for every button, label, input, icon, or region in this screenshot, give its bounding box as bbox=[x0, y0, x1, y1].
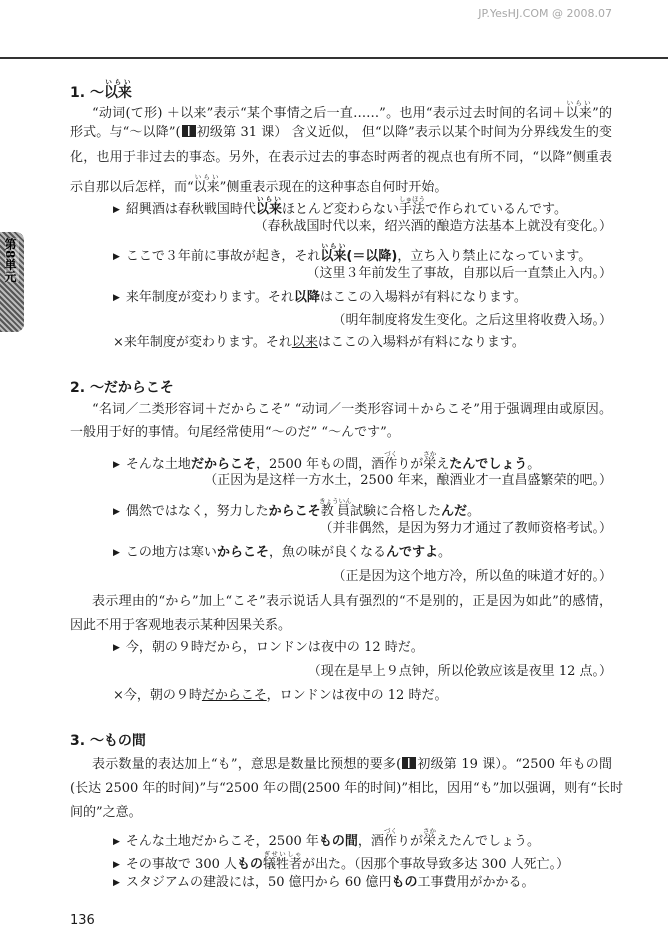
furigana: いらい bbox=[565, 99, 592, 107]
example-sentence bbox=[113, 827, 540, 851]
text-segment: 犠牲者 bbox=[263, 857, 303, 872]
text-segment: 表示数量的表达加上“も”，意思是数量比预想的要多( bbox=[92, 757, 402, 772]
bullet-icon: ▶ bbox=[113, 837, 120, 847]
text-segment: ，魚の味が良くなる bbox=[268, 545, 386, 560]
text-segment: ，2500 年もの間， bbox=[255, 457, 372, 472]
text-segment: たんでしょう bbox=[449, 457, 528, 472]
text-segment: で作られているんです。 bbox=[424, 202, 567, 217]
text-segment: え bbox=[436, 457, 450, 472]
text-segment: 工事費用がかかる。 bbox=[417, 875, 535, 890]
text-segment: ，立ち入り禁止になっています。 bbox=[397, 249, 592, 264]
furigana: いらい bbox=[193, 173, 220, 181]
furigana: さか bbox=[422, 827, 436, 835]
paragraph-line bbox=[70, 173, 612, 197]
text-segment: 今，朝の９時だから，ロンドンは夜中の 12 時だ。 bbox=[125, 640, 424, 655]
text-segment: そんな土地だからこそ，2500 年 bbox=[125, 834, 319, 849]
text-segment: り bbox=[397, 457, 411, 472]
header-rule bbox=[0, 57, 668, 59]
bullet-icon: ▶ bbox=[113, 643, 120, 653]
text-segment: だからこそ bbox=[201, 688, 267, 703]
text-segment: ここで３年前に事故が起き，それ bbox=[125, 249, 321, 264]
text-segment: 作 bbox=[383, 834, 397, 849]
bullet-icon: ▶ bbox=[113, 460, 120, 470]
text-segment: が出た。（因那个事故导致多达 300 人死亡。） bbox=[302, 857, 570, 872]
text-segment: 示自那以后怎样，而“ bbox=[70, 180, 194, 195]
bullet-icon: ▶ bbox=[113, 205, 120, 215]
text-segment: 酒 bbox=[371, 457, 385, 472]
text-segment: “动词(て形) ＋以来”表示“某个事情之后一直……”。也用“表示过去时间的名词＋ bbox=[92, 106, 566, 121]
text-segment: 作 bbox=[384, 457, 398, 472]
furigana: いらい bbox=[103, 78, 132, 86]
tilde: ～ bbox=[89, 85, 104, 101]
translation: （明年制度将发生变化。之后这里将收费入场。） bbox=[332, 313, 612, 328]
translation: （正因为是这样一方水土，2500 年来，酿酒业才一直昌盛繁荣的吧。） bbox=[204, 473, 612, 488]
text-segment: 試験に合格した bbox=[349, 504, 441, 519]
paragraph-line bbox=[92, 756, 612, 774]
translation: （正是因为这个地方冷，所以鱼的味道才好的。） bbox=[332, 569, 612, 584]
text-segment bbox=[320, 242, 347, 264]
text-segment: ～だからこそ bbox=[89, 380, 174, 396]
text-segment: ，ロンドンは夜中の 12 時だ。 bbox=[266, 688, 448, 703]
text-segment: ～もの間 bbox=[89, 733, 146, 749]
example-sentence bbox=[113, 850, 569, 874]
paragraph-line: 表示理由的“から”加上“こそ”表示说话人具有强烈的“不是别的，正是因为如此”的感情， bbox=[92, 594, 612, 609]
text-segment: 形式。与“～以降”( bbox=[70, 125, 181, 140]
example-sentence bbox=[113, 874, 535, 892]
text-segment: ×来年制度が変わります。それ bbox=[113, 335, 292, 350]
text-segment bbox=[398, 195, 425, 217]
furigana: さか bbox=[423, 450, 437, 458]
paragraph-line bbox=[92, 99, 612, 123]
text-segment bbox=[384, 450, 398, 472]
bullet-icon: ▶ bbox=[113, 878, 120, 888]
bullet-icon: ▶ bbox=[113, 860, 120, 870]
section-heading-2 bbox=[70, 379, 174, 397]
text-segment: 以来 bbox=[193, 180, 220, 195]
text-segment: 以来 bbox=[565, 106, 593, 121]
text-segment: ”侧重表示现在的这种事态自何时开始。 bbox=[219, 180, 448, 195]
section-heading-3 bbox=[70, 732, 146, 750]
text-segment: 以来 bbox=[103, 85, 132, 101]
text-segment: スタジアムの建設には，50 億円から 60 億円 bbox=[125, 875, 392, 890]
text-segment: 以来 bbox=[255, 202, 282, 217]
text-segment: 手法 bbox=[398, 202, 425, 217]
text-segment bbox=[263, 850, 303, 872]
text-segment: 初级第 19 课）。“2500 年もの間 bbox=[417, 757, 612, 772]
paragraph-line: 间的”之意。 bbox=[70, 805, 142, 820]
furigana: いらい bbox=[255, 195, 282, 203]
text-segment: からこそ bbox=[268, 504, 321, 519]
example-sentence bbox=[113, 639, 424, 657]
text-segment: ”的 bbox=[592, 106, 612, 121]
text-segment: 3. bbox=[70, 733, 86, 749]
furigana: しゅほう bbox=[398, 195, 425, 203]
text-segment: もの bbox=[237, 857, 264, 872]
text-segment: 。 bbox=[466, 504, 480, 519]
furigana: ぎせいしゃ bbox=[263, 850, 303, 858]
watermark: JP.YesHJ.COM @ 2008.07 bbox=[478, 7, 612, 20]
bullet-icon: ▶ bbox=[113, 293, 120, 303]
text-segment: 初级第 31 课） 含义近似， 但“以降”表示以某个时间为分界线发生的变 bbox=[196, 125, 612, 140]
text-segment: ほとんど変わらない bbox=[281, 202, 399, 217]
text-segment bbox=[423, 450, 437, 472]
text-segment bbox=[193, 173, 220, 195]
example-sentence bbox=[113, 497, 480, 521]
text-segment: 偶然ではなく，努力した bbox=[125, 504, 269, 519]
text-segment: 以来 bbox=[320, 249, 347, 264]
example-sentence bbox=[113, 450, 540, 474]
bullet-icon: ▶ bbox=[113, 548, 120, 558]
text-segment: そんな土地 bbox=[125, 457, 191, 472]
text-segment bbox=[383, 827, 397, 849]
text-segment: りが bbox=[396, 834, 423, 849]
unit-label: 第8単元 bbox=[3, 238, 17, 283]
page-number: 136 bbox=[70, 913, 95, 928]
book-icon bbox=[402, 757, 416, 769]
text-segment: えたんでしょう。 bbox=[435, 834, 540, 849]
text-segment: 以来 bbox=[291, 335, 318, 350]
text-segment: 2. bbox=[70, 380, 86, 396]
paragraph-line: 一般用于好的事情。句尾经常使用“～のだ” “～んです”。 bbox=[70, 425, 400, 440]
text-segment: 教員 bbox=[319, 504, 352, 519]
incorrect-example bbox=[113, 687, 447, 705]
text-segment: 以降 bbox=[293, 290, 320, 305]
translation: （现在是早上９点钟，所以伦敦应该是夜里 12 点。） bbox=[307, 664, 612, 679]
text-segment: ×今，朝の９時 bbox=[113, 688, 202, 703]
text-segment: からこそ bbox=[216, 545, 269, 560]
translation: （春秋战国时代以来，绍兴酒的酿造方法基本上就没有变化。） bbox=[254, 219, 612, 234]
text-segment: この地方は寒い bbox=[125, 545, 217, 560]
translation: （并非偶然，是因为努力才通过了教师资格考试。） bbox=[319, 521, 612, 536]
text-segment: だからこそ bbox=[190, 457, 256, 472]
text-segment: (＝以降) bbox=[346, 249, 398, 264]
section-number: 1. bbox=[70, 85, 86, 101]
text-segment: 栄 bbox=[423, 457, 437, 472]
paragraph-line bbox=[70, 124, 612, 142]
text-segment: もの bbox=[391, 875, 418, 890]
example-sentence bbox=[113, 544, 451, 562]
paragraph-line bbox=[70, 149, 612, 167]
text-segment: んですよ bbox=[385, 545, 438, 560]
text-segment: その事故で 300 人 bbox=[125, 857, 237, 872]
text-segment: んだ bbox=[440, 504, 467, 519]
text-segment bbox=[319, 497, 352, 519]
unit-side-tab bbox=[0, 232, 24, 332]
furigana: づく bbox=[383, 827, 397, 835]
text-segment bbox=[255, 195, 282, 217]
book-icon bbox=[182, 125, 196, 137]
example-sentence bbox=[113, 242, 591, 266]
text-segment: 紹興酒は春秋戦国時代 bbox=[125, 202, 256, 217]
bullet-icon: ▶ bbox=[113, 252, 120, 262]
text-segment: ，酒 bbox=[357, 834, 384, 849]
text-segment: が bbox=[410, 457, 424, 472]
text-segment bbox=[422, 827, 436, 849]
text-segment: 。 bbox=[437, 545, 451, 560]
incorrect-example bbox=[113, 334, 525, 352]
text-segment: 。 bbox=[527, 457, 541, 472]
text-segment: 栄 bbox=[422, 834, 436, 849]
bullet-icon: ▶ bbox=[113, 507, 120, 517]
example-sentence bbox=[113, 195, 567, 219]
text-segment: 来年制度が変わります。それ bbox=[125, 290, 294, 305]
translation: （这里３年前发生了事故，自那以后一直禁止入内。） bbox=[306, 266, 612, 281]
text-segment: もの間 bbox=[318, 834, 358, 849]
example-sentence bbox=[113, 289, 527, 307]
furigana: づく bbox=[384, 450, 398, 458]
paragraph-line: “名词／二类形容词＋だからこそ” “动词／一类形容词＋からこそ”用于强调理由或原因。 bbox=[92, 402, 612, 417]
furigana: いらい bbox=[320, 242, 347, 250]
text-segment: 化，也用于非过去的事态。另外，在表示过去的事态时两者的视点也有所不同，“以降”侧重表 bbox=[70, 150, 612, 165]
paragraph-line: (长达 2500 年的时间)”与“2500 年の間(2500 年的时间)”相比，因用“も”加以强调，则有“长时 bbox=[70, 781, 623, 796]
furigana: きょういん bbox=[319, 497, 352, 505]
text-segment: はここの入場料が有料になります。 bbox=[319, 290, 527, 305]
text-segment: はここの入場料が有料になります。 bbox=[317, 335, 525, 350]
paragraph-line: 因此不用于客观地表示某种因果关系。 bbox=[70, 618, 292, 633]
text-segment bbox=[565, 99, 593, 121]
